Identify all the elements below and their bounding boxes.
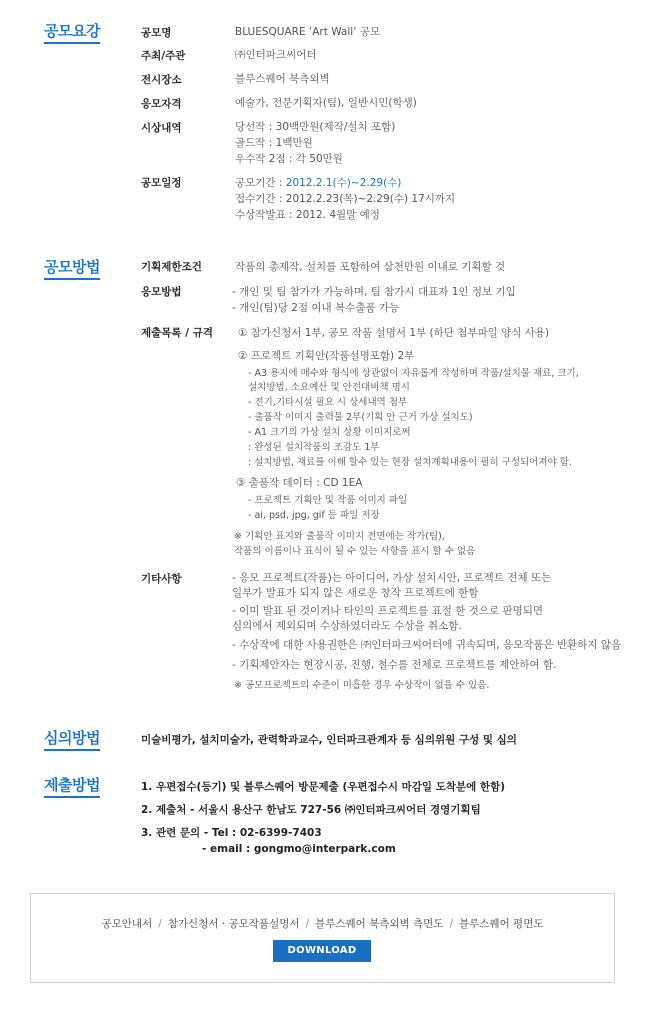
value-venue: 블루스퀘어 북측외벽 bbox=[235, 73, 330, 85]
link-separator: / bbox=[158, 918, 162, 930]
section-title-submission: 제출방법 bbox=[44, 776, 100, 798]
schedule-period bbox=[235, 176, 401, 191]
submission-line: 2. 제출처 - 서울시 용산구 한남도 727-56 ㈜인터파크씨어터 경영기획팀 bbox=[141, 804, 481, 816]
link-application-form[interactable]: 참가신청서 · 공모작품설명서 bbox=[167, 918, 300, 930]
judging-text: 미술비평가, 설치미술가, 관력학과교수, 인터파크관계자 등 심의위원 구성 및 심의 bbox=[141, 734, 517, 746]
download-box bbox=[30, 893, 615, 983]
docs-note-line: 작품의 이름이나 표식이 될 수 있는 사항을 표시 할 수 없음 bbox=[234, 546, 476, 557]
docs-item3-line: - ai, psd, jpg, gif 등 파일 저장 bbox=[248, 510, 380, 521]
value-host: ㈜인터파크씨어터 bbox=[235, 49, 317, 61]
docs-item2-line: - 출품작 이미지 출력물 2부(기획 안 근거 가상 설치도) bbox=[248, 412, 473, 423]
docs-item3-line: - 프로젝트 기획안 및 작품 이미지 파일 bbox=[248, 495, 408, 506]
submission-line: 1. 우편접수(등기) 및 블루스퀘어 방문제출 (우편접수시 마감일 도착분에 한함) bbox=[141, 781, 506, 793]
apply-line: - 개인(팀)당 2점 이내 복수출품 가능 bbox=[232, 302, 400, 314]
link-guide[interactable]: 공모안내서 bbox=[101, 918, 153, 930]
value-eligibility: 예술가, 전문기획자(팀), 일반시민(학생) bbox=[235, 97, 417, 109]
docs-item1: ① 참가신청서 1부, 공모 작품 설명서 1부 (하단 첨부파일 양식 사용) bbox=[238, 327, 550, 339]
docs-item2-line: : 완성된 설치작품의 조감도 1부 bbox=[248, 442, 380, 453]
link-floor-plan[interactable]: 블루스퀘어 평면도 bbox=[459, 918, 544, 930]
docs-item2-line: - A1 크기의 가상 설치 상황 이미지로써 bbox=[248, 427, 411, 438]
docs-item3: ③ 출품작 데이터 : CD 1EA bbox=[236, 477, 363, 489]
etc-line: 일부가 발표가 되지 않은 새로운 창작 프로젝트에 한함 bbox=[232, 587, 479, 599]
schedule-period-prefix: 공모기간 : bbox=[235, 177, 286, 189]
label-schedule: 공모일정 bbox=[141, 177, 182, 189]
docs-item2-line: - A3 용지에 매수와 형식에 상관없이 자유롭게 작성하며 작품/설치물 재료, 크기, bbox=[248, 368, 579, 379]
prize-line: 당선작 : 30백만원(제작/설치 포함) bbox=[235, 121, 396, 133]
prize-line: 골드작 : 1백만원 bbox=[235, 137, 313, 149]
label-eligibility: 응모자격 bbox=[141, 98, 182, 110]
download-button[interactable]: DOWNLOAD bbox=[273, 940, 371, 962]
download-links bbox=[31, 916, 614, 931]
etc-line: - 응모 프로젝트(작품)는 아이디어, 가상 설치시안, 프로젝트 전체 또는 bbox=[232, 572, 552, 584]
docs-item2-line: - 전기,기타시설 필요 시 상세내역 첨부 bbox=[248, 397, 408, 408]
docs-item2-line: 설치방법, 소요예산 및 안전대비책 명시 bbox=[248, 382, 410, 393]
etc-line: - 기획제안자는 현장시공, 진행, 철수를 전제로 프로젝트를 제안하여 함. bbox=[232, 659, 557, 671]
schedule-line: 수상작발표 : 2012. 4월말 예정 bbox=[235, 209, 380, 221]
docs-item2-line: : 설치방법, 재료를 이해 할수 있는 현장 설치계획내용이 필히 구성되어져야 함. bbox=[248, 457, 572, 468]
link-side-elevation[interactable]: 블루스퀘어 북측외벽 측면도 bbox=[315, 918, 444, 930]
docs-item2: ② 프로젝트 기획안(작품설명포함) 2부 bbox=[238, 350, 415, 362]
etc-line: 심의에서 제외되며 수상하였더라도 수상을 취소함. bbox=[232, 620, 462, 632]
prize-line: 우수작 2점 : 각 50만원 bbox=[235, 153, 343, 165]
etc-line: - 수상작에 대한 사용권한은 ㈜인터파크씨어터에 귀속되며, 응모작품은 반환하지 않음 bbox=[232, 639, 622, 651]
label-apply: 응모방법 bbox=[141, 286, 182, 298]
label-prize: 시상내역 bbox=[141, 122, 182, 134]
schedule-period-dates: 2012.2.1(수)~2.29(수) bbox=[285, 177, 402, 189]
etc-note: ※ 공모프로젝트의 수준이 미흡한 경우 수상작이 없을 수 있음. bbox=[234, 680, 490, 691]
section-title-judging: 심의방법 bbox=[44, 729, 100, 751]
link-separator: / bbox=[305, 918, 310, 930]
label-limit: 기획제한조건 bbox=[141, 261, 202, 273]
schedule-line: 접수기간 : 2012.2.23(목)~2.29(수) 17시까지 bbox=[235, 193, 456, 205]
submission-line: 3. 관련 문의 - Tel : 02-6399-7403 bbox=[141, 827, 322, 839]
section-title-method: 공모방법 bbox=[44, 258, 100, 280]
etc-line: - 이미 발표 된 것이거나 타인의 프로젝트를 표절 한 것으로 판명되면 bbox=[232, 605, 544, 617]
submission-email: - email : gongmo@interpark.com bbox=[202, 843, 396, 855]
docs-note-line: ※ 기획안 표지와 출품작 이미지 전면에는 작가(팀), bbox=[234, 531, 445, 542]
label-docs: 제출목록 / 규격 bbox=[141, 327, 214, 339]
link-separator: / bbox=[449, 918, 453, 930]
section-title-overview: 공모요강 bbox=[44, 22, 100, 44]
label-name: 공모명 bbox=[141, 27, 172, 39]
label-etc: 기타사항 bbox=[141, 573, 182, 585]
apply-line: - 개인 및 팀 참가가 가능하며, 팀 참가시 대표자 1인 정보 기입 bbox=[232, 286, 516, 298]
value-name: BLUESQUARE ‘Art Wall’ 공모 bbox=[235, 26, 381, 38]
label-venue: 전시장소 bbox=[141, 74, 182, 86]
label-host: 주최/주관 bbox=[141, 50, 186, 62]
value-limit: 작품의 총제작, 설치를 포함하여 삼천만원 이내로 기획할 것 bbox=[235, 261, 506, 273]
